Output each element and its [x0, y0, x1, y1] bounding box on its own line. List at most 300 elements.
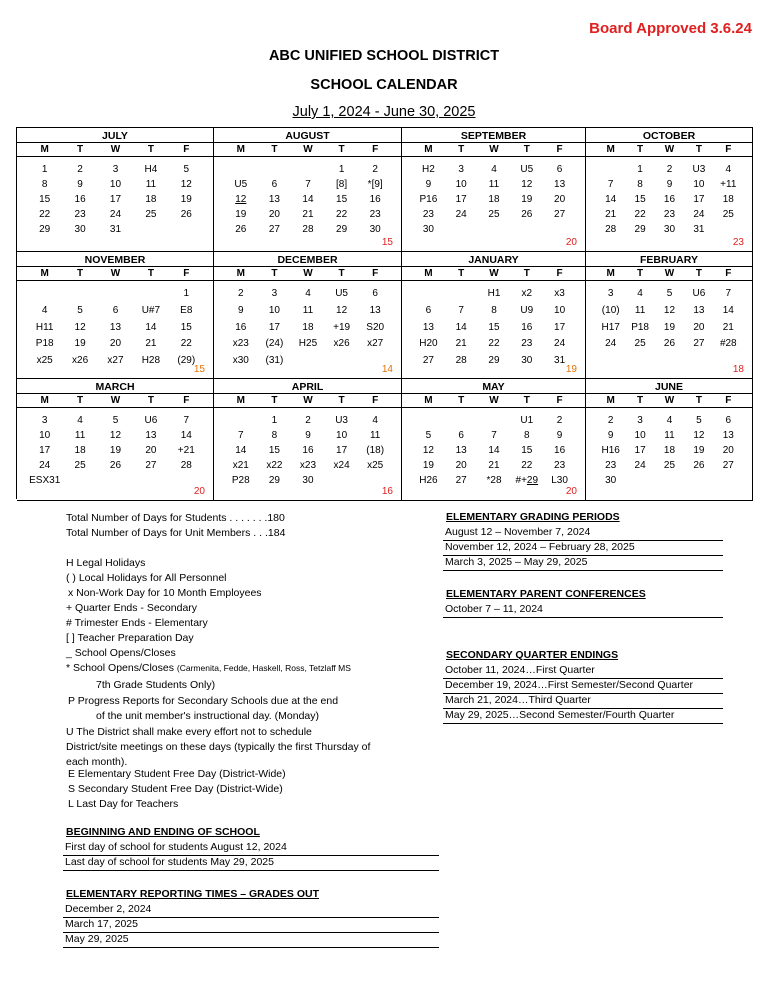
day-cell: 9 [305, 430, 311, 441]
day-cell: 17 [336, 445, 348, 456]
day-cell: 12 [180, 179, 192, 190]
month-name: MARCH [95, 381, 135, 393]
district-title: ABC UNIFIED SCHOOL DISTRICT [268, 48, 500, 64]
day-cell: 4 [305, 288, 311, 299]
day-cell: 26 [693, 460, 705, 471]
day-cell: 15 [521, 445, 533, 456]
day-cell: 15 [336, 194, 348, 205]
weekday-header: M [606, 395, 615, 406]
day-cell: 7 [491, 430, 497, 441]
day-cell: +11 [720, 179, 737, 190]
day-cell: 26 [180, 209, 192, 220]
legend-item: [ ] Teacher Preparation Day [66, 632, 194, 644]
divider [17, 142, 213, 143]
weekday-header: F [372, 144, 379, 155]
day-cell: 29 [268, 475, 280, 486]
day-cell: 27 [455, 475, 467, 486]
day-cell: 22 [634, 209, 646, 220]
day-cell: 13 [422, 322, 434, 333]
school-day-count: 14 [381, 364, 393, 375]
day-cell: U5 [520, 164, 534, 175]
day-cell: 21 [302, 209, 314, 220]
month-name: APRIL [291, 381, 324, 393]
day-cell: (24) [265, 338, 284, 349]
divider [402, 393, 585, 394]
weekday-header: F [556, 395, 563, 406]
conferences-heading: ELEMENTARY PARENT CONFERENCES [446, 588, 646, 600]
day-cell: 10 [634, 430, 646, 441]
quarter-line: October 11, 2024…First Quarter [443, 664, 723, 679]
day-cell: 6 [372, 288, 378, 299]
school-day-count: 18 [732, 364, 744, 375]
day-cell: 7 [183, 415, 190, 426]
month-june [586, 379, 753, 501]
day-cell: 19 [180, 194, 192, 205]
month-name: JANUARY [468, 254, 519, 266]
quarter-line: March 21, 2024…Third Quarter [443, 694, 723, 709]
weekday-header: M [40, 395, 49, 406]
day-cell: x2 [521, 288, 533, 299]
day-cell: 18 [488, 194, 500, 205]
day-cell: P18 [35, 338, 54, 349]
day-cell: 6 [425, 305, 432, 316]
day-cell: 8 [491, 305, 497, 316]
day-cell: x24 [333, 460, 350, 471]
day-cell: 14 [605, 194, 617, 205]
month-october [586, 128, 753, 252]
day-cell: 22 [336, 209, 348, 220]
weekday-header: M [424, 268, 433, 279]
school-day-count: 15 [381, 237, 393, 248]
weekday-header: F [183, 144, 190, 155]
divider [402, 156, 585, 157]
month-name: JULY [102, 130, 128, 142]
legend-item: _ School Opens/Closes [66, 647, 176, 659]
total-unit-days: Total Number of Days for Unit Members . . .184 [66, 527, 286, 539]
day-cell: 12 [693, 430, 705, 441]
day-cell: 24 [693, 209, 705, 220]
day-cell: 4 [491, 164, 497, 175]
day-cell: 18 [663, 445, 676, 456]
weekday-header: F [183, 395, 190, 406]
divider [17, 280, 213, 281]
day-cell: 25 [145, 209, 157, 220]
divider [17, 266, 213, 267]
day-cell: 4 [77, 415, 83, 426]
day-cell: 22 [521, 460, 533, 471]
day-cell: 20 [554, 194, 566, 205]
day-cell: 3 [607, 288, 614, 299]
day-cell: (31) [265, 355, 284, 366]
day-cell: 30 [369, 224, 381, 235]
day-cell: 12 [422, 445, 434, 456]
day-cell: 20 [722, 445, 734, 456]
weekday-header: W [489, 144, 499, 155]
weekday-header: T [338, 268, 345, 279]
day-cell: 20 [109, 338, 122, 349]
day-cell: +19 [333, 322, 351, 333]
month-name: SEPTEMBER [460, 130, 527, 142]
day-cell: 15 [268, 445, 280, 456]
day-cell: U5 [335, 288, 348, 299]
divider [402, 280, 585, 281]
day-cell: (29) [177, 355, 196, 366]
day-cell: 29 [39, 224, 51, 235]
day-cell: 20 [145, 445, 157, 456]
day-cell: 13 [109, 322, 122, 333]
weekday-header: T [147, 144, 154, 155]
quarter-line: December 19, 2024…First Semester/Second Quarter [443, 679, 723, 694]
day-cell: 16 [369, 194, 381, 205]
day-cell: 26 [235, 224, 247, 235]
day-cell: 3 [458, 164, 464, 175]
day-cell: 27 [693, 338, 705, 349]
day-cell: 23 [554, 460, 566, 471]
month-september [402, 128, 586, 252]
day-cell: 25 [634, 338, 646, 349]
day-cell: 19 [693, 445, 705, 456]
day-cell: 24 [605, 338, 617, 349]
day-cell: 14 [488, 445, 500, 456]
legend-item: L Last Day for Teachers [68, 798, 179, 810]
weekday-header: T [695, 268, 702, 279]
day-cell: 11 [145, 179, 157, 190]
day-cell: 29 [634, 224, 646, 235]
month-name: JUNE [654, 381, 683, 393]
day-cell: S20 [366, 322, 385, 333]
day-cell: H17 [601, 322, 620, 333]
day-cell: 29 [336, 224, 348, 235]
day-cell: 19 [109, 445, 122, 456]
month-may [402, 379, 586, 501]
day-cell: 2 [77, 164, 83, 175]
weekday-header: T [458, 144, 465, 155]
day-cell: 27 [554, 209, 566, 220]
conferences-line: October 7 – 11, 2024 [443, 603, 723, 618]
divider [586, 280, 752, 281]
day-cell: 6 [112, 305, 119, 316]
divider [586, 407, 752, 408]
reporting-line: March 17, 2025 [63, 918, 439, 933]
day-cell: 13 [554, 179, 566, 190]
day-cell: 9 [77, 179, 83, 190]
school-day-count: 19 [565, 364, 577, 375]
weekday-header: W [303, 268, 313, 279]
weekday-header: M [606, 268, 615, 279]
weekday-header: W [664, 144, 675, 155]
divider [214, 266, 401, 267]
weekday-header: T [147, 395, 154, 406]
divider [17, 156, 213, 157]
calendar-grid [16, 127, 753, 499]
divider [214, 142, 401, 143]
day-cell: 10 [109, 179, 122, 190]
day-cell: x26 [72, 355, 89, 366]
divider [586, 393, 752, 394]
day-cell: 24 [109, 209, 122, 220]
day-cell: 10 [336, 430, 348, 441]
divider [586, 266, 752, 267]
day-cell: 11 [664, 430, 675, 441]
day-cell: 18 [722, 194, 734, 205]
school-day-count: 20 [565, 237, 577, 248]
day-cell: 5 [666, 288, 673, 299]
day-cell: x21 [232, 460, 249, 471]
day-cell: x25 [367, 460, 384, 471]
day-cell: 5 [183, 164, 190, 175]
day-cell: 6 [725, 415, 732, 426]
day-cell: 12 [521, 179, 533, 190]
day-cell: *[9] [367, 179, 383, 190]
weekday-header: T [271, 144, 278, 155]
weekday-header: W [664, 395, 675, 406]
day-cell: 20 [455, 460, 467, 471]
day-cell: 26 [521, 209, 533, 220]
weekday-header: T [458, 268, 465, 279]
day-cell: 15 [634, 194, 646, 205]
day-cell: 7 [305, 179, 311, 190]
day-cell: 2 [556, 415, 563, 426]
month-name: NOVEMBER [84, 254, 146, 266]
weekday-header: T [77, 268, 84, 279]
day-cell: 16 [554, 445, 566, 456]
legend-item: of the unit member's instructional day. (Monday) [96, 710, 319, 722]
legend-item: P Progress Reports for Secondary Schools due at the end [68, 695, 339, 707]
school-day-count: 20 [193, 486, 205, 497]
month-name: DECEMBER [277, 254, 338, 266]
day-cell: 20 [268, 209, 280, 220]
reporting-line: December 2, 2024 [63, 903, 439, 918]
day-cell: 10 [268, 305, 280, 316]
legend-item: H Legal Holidays [66, 557, 146, 569]
month-november [17, 252, 214, 379]
day-cell: *28 [486, 475, 502, 486]
day-cell: 31 [109, 224, 122, 235]
day-cell: H1 [487, 288, 501, 299]
day-cell: U6 [692, 288, 706, 299]
weekday-header: M [424, 144, 433, 155]
day-cell: P16 [419, 194, 438, 205]
day-cell: 17 [268, 322, 280, 333]
day-cell: 23 [605, 460, 617, 471]
day-cell: 18 [74, 445, 86, 456]
day-cell: 31 [693, 224, 705, 235]
day-cell: 14 [235, 445, 247, 456]
weekday-header: T [147, 268, 154, 279]
day-cell: 21 [145, 338, 157, 349]
day-cell: 17 [554, 322, 566, 333]
weekday-header: W [110, 144, 121, 155]
day-cell: 6 [458, 430, 464, 441]
day-cell: 16 [663, 194, 676, 205]
month-august [214, 128, 402, 252]
day-cell: 19 [663, 322, 676, 333]
day-cell: 27 [145, 460, 157, 471]
weekday-header: T [637, 268, 644, 279]
day-cell: x26 [333, 338, 350, 349]
weekday-header: T [271, 268, 278, 279]
day-cell: 13 [455, 445, 467, 456]
day-cell: 4 [372, 415, 378, 426]
month-february [586, 252, 753, 379]
day-cell: H4 [144, 164, 158, 175]
day-cell: 18 [302, 322, 314, 333]
day-cell: 1 [41, 164, 48, 175]
weekday-header: T [695, 395, 702, 406]
day-cell: H2 [422, 164, 435, 175]
grading-heading: ELEMENTARY GRADING PERIODS [446, 511, 620, 523]
grading-line: August 12 – November 7, 2024 [443, 526, 723, 541]
day-cell: H28 [141, 355, 161, 366]
day-cell: H20 [419, 338, 438, 349]
legend-item: # Trimester Ends - Elementary [66, 617, 208, 629]
day-cell: 17 [634, 445, 646, 456]
day-cell: U5 [234, 179, 248, 190]
weekday-header: T [77, 144, 84, 155]
day-cell: 12 [336, 305, 348, 316]
day-cell: 10 [554, 305, 566, 316]
day-cell: L30 [551, 475, 568, 486]
day-cell: 5 [425, 430, 432, 441]
day-cell: 5 [77, 305, 83, 316]
weekday-header: T [338, 144, 345, 155]
day-cell: 5 [112, 415, 119, 426]
day-cell: 2 [305, 415, 311, 426]
day-cell: ESX31 [29, 475, 61, 486]
legend-item: x Non-Work Day for 10 Month Employees [68, 587, 262, 599]
day-cell: U6 [144, 415, 158, 426]
weekday-header: T [637, 144, 644, 155]
weekday-header: T [523, 395, 530, 406]
day-cell: 18 [145, 194, 157, 205]
divider [214, 156, 401, 157]
legend-item: U The District shall make every effort not to schedule [66, 726, 312, 738]
legend-item: ( ) Local Holidays for All Personnel [66, 572, 227, 584]
day-cell: 23 [663, 209, 676, 220]
begin-end-heading: BEGINNING AND ENDING OF SCHOOL [66, 826, 260, 838]
month-july [17, 128, 214, 252]
divider [402, 142, 585, 143]
day-cell: 19 [235, 209, 247, 220]
day-cell: 19 [422, 460, 434, 471]
day-cell: 13 [722, 430, 734, 441]
day-cell: 24 [554, 338, 566, 349]
day-cell: +21 [177, 445, 195, 456]
day-cell: 28 [455, 355, 467, 366]
divider [214, 407, 401, 408]
day-cell: 4 [637, 288, 643, 299]
day-cell: 17 [39, 445, 51, 456]
weekday-header: W [489, 395, 499, 406]
legend-item: + Quarter Ends - Secondary [66, 602, 198, 614]
day-cell: x27 [367, 338, 384, 349]
day-cell: 21 [722, 322, 734, 333]
weekday-header: W [664, 268, 675, 279]
day-cell: #28 [719, 338, 737, 349]
month-name: OCTOBER [642, 130, 696, 142]
last-day-line: Last day of school for students May 29, 2025 [63, 856, 439, 871]
total-student-days: Total Number of Days for Students . . . . . . .180 [66, 512, 285, 524]
day-cell: 15 [39, 194, 51, 205]
weekday-header: M [424, 395, 433, 406]
school-day-count: 20 [565, 486, 577, 497]
divider [17, 393, 213, 394]
day-cell: 14 [455, 322, 467, 333]
weekday-header: T [637, 395, 644, 406]
day-cell: 20 [693, 322, 705, 333]
weekday-header: T [338, 395, 345, 406]
day-cell: 16 [302, 445, 314, 456]
day-cell: U3 [692, 164, 706, 175]
weekday-header: W [489, 268, 499, 279]
day-cell: 23 [422, 209, 434, 220]
day-cell: 28 [302, 224, 314, 235]
day-cell: 30 [422, 224, 434, 235]
day-cell: 1 [183, 288, 190, 299]
month-january [402, 252, 586, 379]
day-cell: 28 [180, 460, 192, 471]
day-cell: 2 [238, 288, 244, 299]
day-cell: 9 [238, 305, 244, 316]
weekday-header: W [303, 395, 313, 406]
day-cell: P28 [231, 475, 250, 486]
month-name: FEBRUARY [640, 254, 698, 266]
weekday-header: M [236, 395, 245, 406]
day-cell: 13 [369, 305, 381, 316]
day-cell: 27 [268, 224, 280, 235]
weekday-header: F [725, 395, 732, 406]
day-cell: 26 [109, 460, 122, 471]
day-cell: 1 [338, 164, 345, 175]
day-cell: 7 [238, 430, 244, 441]
month-name: AUGUST [285, 130, 330, 142]
day-cell: 10 [39, 430, 51, 441]
weekday-header: T [271, 395, 278, 406]
month-name: MAY [482, 381, 505, 393]
reporting-heading: ELEMENTARY REPORTING TIMES – GRADES OUT [66, 888, 319, 900]
day-cell: 11 [74, 430, 86, 441]
month-april [214, 379, 402, 501]
legend-item: * School Opens/Closes (Carmenita, Fedde, Haskell, Ross, Tetzlaff MS [66, 662, 351, 674]
day-cell: 11 [488, 179, 500, 190]
school-day-count: 23 [732, 237, 744, 248]
day-cell: 7 [725, 288, 732, 299]
weekday-header: F [183, 268, 190, 279]
day-cell: 7 [607, 179, 614, 190]
weekday-header: F [725, 144, 732, 155]
day-cell: x25 [36, 355, 53, 366]
day-cell: 23 [369, 209, 381, 220]
day-cell: 15 [488, 322, 500, 333]
day-cell: 23 [521, 338, 533, 349]
date-range: July 1, 2024 - June 30, 2025 [292, 104, 476, 120]
day-cell: 15 [180, 322, 192, 333]
day-cell: 10 [693, 179, 705, 190]
day-cell: 9 [425, 179, 432, 190]
day-cell: 11 [634, 305, 646, 316]
day-cell: 2 [372, 164, 378, 175]
day-cell: 10 [455, 179, 467, 190]
day-cell: 30 [302, 475, 314, 486]
weekday-header: T [77, 395, 84, 406]
day-cell: [8] [336, 179, 348, 190]
day-cell: 8 [637, 179, 643, 190]
school-day-count: 15 [193, 364, 205, 375]
day-cell: 28 [605, 224, 617, 235]
grading-line: March 3, 2025 – May 29, 2025 [443, 556, 723, 571]
weekday-header: T [523, 144, 530, 155]
day-cell: U#7 [141, 305, 161, 316]
